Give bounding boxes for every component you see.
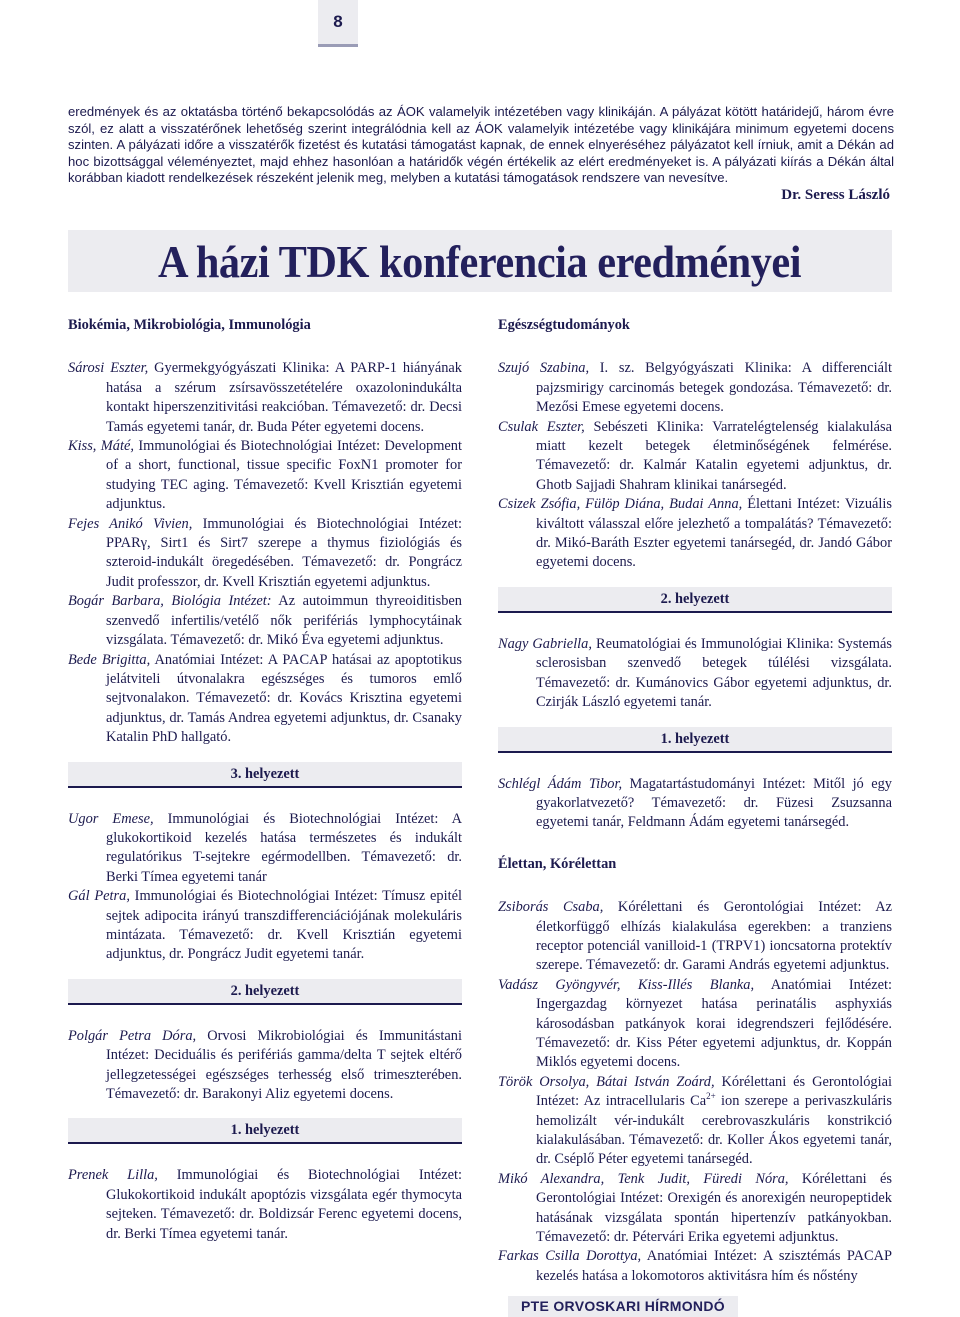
entry-author: Farkas Csilla Dorottya, xyxy=(498,1248,642,1265)
entry-author: Schlégl Ádám Tibor, xyxy=(498,775,623,792)
entry-text: Az autoimmun thyreoiditisben szenvedő infertilis/vetélő nők perifériás lymphocytáinak vizsgálata. Témavezető: dr. Mikó Éva egyetemi adjunktus. xyxy=(106,593,462,649)
entry-author: Csulak Eszter, xyxy=(498,418,585,435)
entry-text: Reumatológiai és Immunológiai Klinika: Systemás sclerosisban szenvedő betegek túlélési vizsgálata. Témavezető: dr. Kumánovics Gábor egyetemi adjunktus, dr. Czirják László egyetemi tanár. xyxy=(536,635,892,711)
entry xyxy=(68,515,462,593)
entry xyxy=(498,495,892,573)
entry xyxy=(498,1170,892,1248)
entry-author: Török Orsolya, Bátai István Zoárd, xyxy=(498,1073,715,1090)
entry xyxy=(498,775,892,833)
entry-author: Nagy Gabriella, xyxy=(498,635,592,652)
entry-text: Orvosi Mikrobiológiai és Immunitástani Intézet: Deciduális és perifériás gamma/delta T sejtek eltérő jellegzetességei egészséges terhesség első trimeszterében. Témavezető: dr. Barakonyi Aliz egyetemi docens. xyxy=(106,1027,462,1102)
entry-text: Immunológiai és Biotechnológiai Intézet: A glukokortikoid kezelés hatása természetes és indukált regulatórikus T-sejtekre egérmodellben. Témavezető: dr. Berki Tímea egyetemi tanár xyxy=(106,810,462,885)
entry xyxy=(498,1073,892,1170)
entry xyxy=(68,651,462,748)
footer-publication: PTE ORVOSKARI HÍRMONDÓ xyxy=(508,1296,738,1317)
section-heading: Egészségtudományok xyxy=(498,317,630,333)
entry xyxy=(498,976,892,1073)
place-heading: 1. helyezett xyxy=(68,1118,462,1144)
section-heading: Biokémia, Mikrobiológia, Immunológia xyxy=(68,317,311,333)
entry-text: Immunológiai és Biotechnológiai Intézet: Development of a short, functional, tissue specific FoxN1 promoter for studying TEC aging. Témavezető: Kvell Krisztián egyetemi adjunktus. xyxy=(106,438,462,513)
entry-text: Immunológiai és Biotechnológiai Intézet: Glukokortikoid indukált apoptózis vizsgálata egér thymocyta sejteken. Témavezető: dr. Boldizsár Ferenc egyetemi docens, dr. Berki Tímea egyetemi tanár. xyxy=(106,1167,462,1242)
entry-text: Anatómiai Intézet: A PACAP hatásai az apoptotikus jelátviteli útvonalakra egészséges és tumoros emlő sejtvonalakon. Témavezető: dr. Kovács Krisztina egyetemi adjunktus, dr. Tamás Andrea egyetemi adjunktus, dr. Csanaky Katalin PhD hallgató. xyxy=(106,651,462,746)
superscript: 2+ xyxy=(706,1091,716,1102)
entry-text: Immunológiai és Biotechnológiai Intézet: PPARγ, Sirt1 és Sirt7 szerepe a thymus fiziológiás és szteroid-indukált öregedésében. Témavezető: dr. Pongrácz Judit professzor, dr. Kvell Krisztián egyetemi adjunktus. xyxy=(106,515,463,590)
entry-author: Mikó Alexandra, Tenk Judit, Füredi Nóra, xyxy=(498,1170,789,1187)
entry-author: Gál Petra, xyxy=(68,888,130,905)
entry-text: Sebészeti Klinika: Varratelégtelenség kialakulása miatt kezelt betegek életminőségének felmérése. Témavezető: dr. Kalmár Katalin egyetemi adjunktus, dr. Ghotb Sajjadi Shahram klinikai tanársegéd. xyxy=(536,418,892,493)
entry-text: Kórélettani és Gerontológiai Intézet: Az intracellularis Ca xyxy=(536,1073,892,1110)
entry-author: Szujó Szabina, xyxy=(498,360,590,377)
entry xyxy=(68,810,462,888)
entry-author: Polgár Petra Dóra, xyxy=(68,1027,197,1044)
entry-text: I. sz. Belgyógyászati Klinika: A differenciált pajzsmirigy carcinomás betegek gondozása. Témavezető: dr. Mezősi Emese egyetemi docens. xyxy=(536,360,892,416)
entry-author: Vadász Gyöngyvér, Kiss-Illés Blanka, xyxy=(498,976,755,993)
title-band xyxy=(68,230,892,292)
entry xyxy=(498,635,892,713)
left-column xyxy=(68,316,462,1244)
entry-text: Kórélettani és Gerontológiai Intézet: Orexigén és anorexigén neuropeptidek hatásának vizsgálata spontán hipertenzív patkányokban. Témavezető: dr. Pétervári Erika egyetemi adjunktus. xyxy=(536,1170,892,1246)
entry-text: Gyermekgyógyászati Klinika: A PARP-1 hiányának hatása a szérum zsírsavösszetételére oxazolonindukálta kontakt hiperszenzitivitási reakcióban. Témavezető: dr. Decsi Tamás egyetemi tanár, dr. Buda Péter egyetemi docens. xyxy=(106,360,462,435)
entry-author: Fejes Anikó Vivien, xyxy=(68,515,193,532)
intro-paragraph: eredmények és az oktatásba történő bekapcsolódás az ÁOK valamelyik intézetében vagy klinikáján. A pályázat kötött határidejű, három évre szól, ez alatt a visszatérőnek lehetőség szerint integrálódnia kell az ÁOK valamelyik intézetébe vagy klinikájára minimum egyetemi docens szinten. A pályázati időre a visszatérők fizetést és kutatási támogatást kapnak, de ennek elnyeréséhez pályázatot kell írniuk, amit a Dékán ad hoc bizottsággal véleményeztet, majd ehhez hasonlóan a határidők végén értékelik az elért eredményeket is. A pályázati kiírás a Dékán által korábban kiadott rendelkezések részeként jelenik meg, melyben a kutatási támogatások rendszere van nevesítve. xyxy=(68,104,894,186)
entry-author: Kiss, Máté, xyxy=(68,438,134,455)
entry xyxy=(68,592,462,650)
section-heading: Élettan, Kórélettan xyxy=(498,855,617,872)
entry xyxy=(68,1027,462,1105)
page-title: A házi TDK konferencia eredményei xyxy=(158,235,802,287)
entry xyxy=(68,437,462,515)
entry xyxy=(68,1166,462,1244)
signature: Dr. Seress László xyxy=(781,187,890,203)
entry-author: Bede Brigitta, xyxy=(68,651,151,668)
place-heading: 3. helyezett xyxy=(68,762,462,788)
entry-text: Kórélettani és Gerontológiai Intézet: Az életkorfüggő elhízás kialakulása egerekben: a tranziens receptor potenciál vanilloid-1 (TRPV1) ioncsatorna protektív szerepe. Témavezető: dr. Garami András egyetemi adjunktus. xyxy=(536,899,893,974)
entry xyxy=(68,887,462,965)
entry xyxy=(498,359,892,417)
entry-text: ion szerepe a perivaszkuláris hemolizált vér-indukált cerebrovaszkuláris konstrikció kialakulásában. Témavezető: dr. Koller Ákos egyetemi tanár, dr. Cséplő Péter egyetemi tanársegéd. xyxy=(536,1093,892,1168)
entry-text: Immunológiai és Biotechnológiai Intézet: Tímusz epitél sejtek adipocita irányú transzdifferenciációjának molekuláris mintázata. Témavezető: dr. Kvell Krisztián egyetemi adjunktus, dr. Pongrácz Judit egyetemi tanár. xyxy=(106,888,462,963)
entry-author: Prenek Lilla, xyxy=(68,1167,158,1184)
entry-text: Élettani Intézet: Vizuális kiváltott válasszal előre jelezhető a tompalátás? Témavezető: dr. Mikó-Baráth Eszter egyetemi tanársegéd, dr. Jandó Gábor egyetemi docens. xyxy=(536,496,893,571)
place-heading: 2. helyezett xyxy=(68,979,462,1005)
entry-author: Zsiborás Csaba, xyxy=(498,899,604,916)
entry xyxy=(68,359,462,437)
place-heading: 2. helyezett xyxy=(498,587,892,613)
entry-author: Bogár Barbara, Biológia Intézet: xyxy=(68,593,272,610)
entry xyxy=(498,418,892,496)
entry xyxy=(498,898,892,976)
page-number: 8 xyxy=(318,0,358,47)
entry-author: Ugor Emese, xyxy=(68,810,154,827)
entry-author: Sárosi Eszter, xyxy=(68,360,149,377)
entry-text: Anatómiai Intézet: A szisztémás PACAP kezelés hatása a lokomotoros aktivitásra hím és nőstény xyxy=(536,1248,892,1284)
right-column xyxy=(498,316,892,1286)
entry xyxy=(498,1247,892,1286)
entry-text: Anatómiai Intézet: Ingergazdag környezet hatása perinatális asphyxiás károsodásban patkányok korai idegrendszeri fejlődésére. Témavezető: dr. Kiss Péter egyetemi adjunktus, dr. Koppán Miklós egyetemi docens. xyxy=(536,976,892,1071)
entry-text: Magatartástudományi Intézet: Mitől jó egy gyakorlatvezető? Témavezető: dr. Füzesi Zsuzsanna egyetemi tanár, Feldmann Ádám egyetemi tanársegéd. xyxy=(536,775,893,831)
place-heading: 1. helyezett xyxy=(498,727,892,753)
entry-author: Csizek Zsófia, Fülöp Diána, Budai Anna, xyxy=(498,496,743,513)
